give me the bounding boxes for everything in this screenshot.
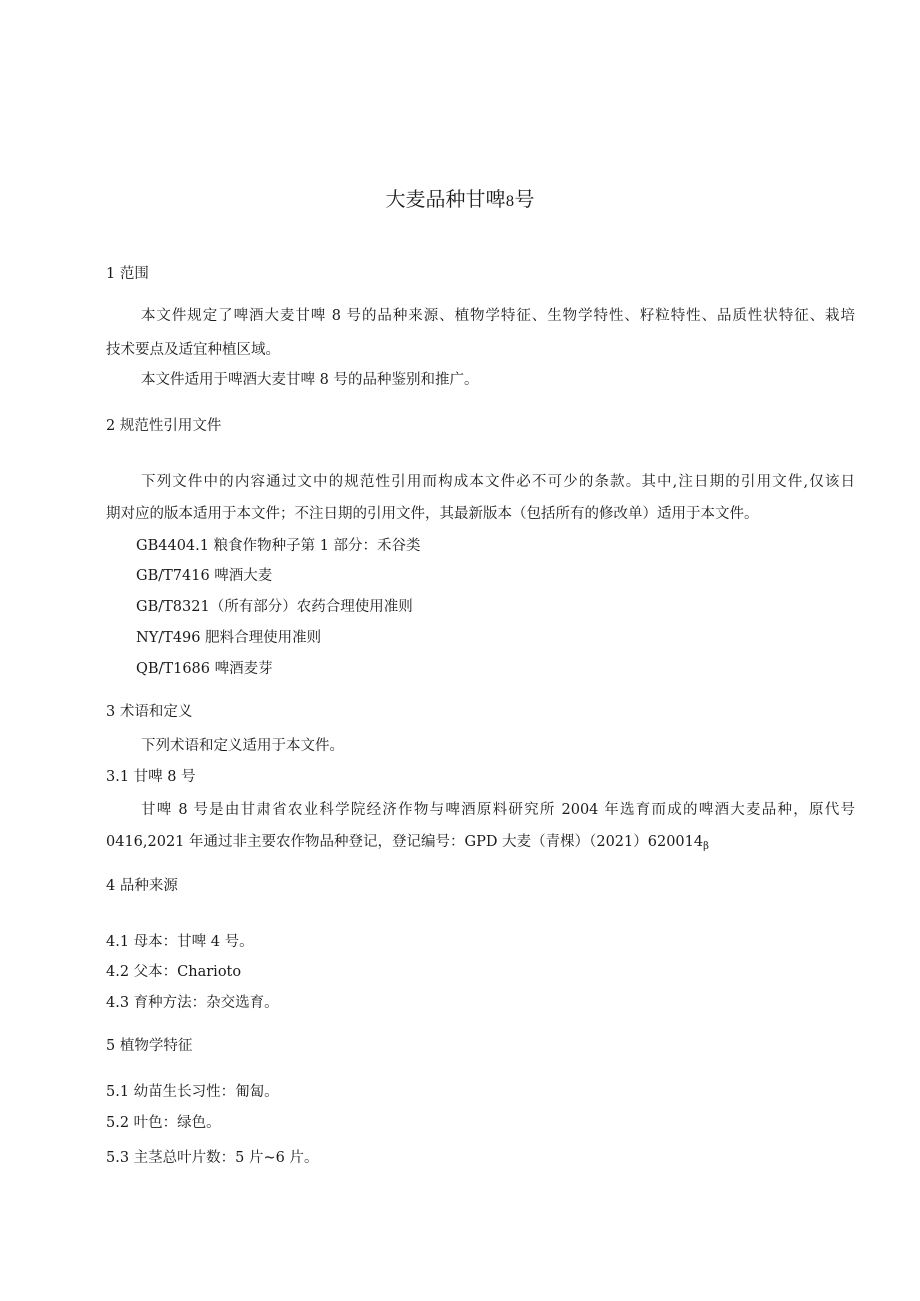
reference-item: NY/T496 肥料合理使用准则 [136,630,322,646]
section-4-heading: 4 品种来源 [106,878,178,894]
definition-line-2-text: 0416,2021 年通过非主要农作物品种登记，登记编号：GPD 大麦（青棵）（2021）620014 [106,834,704,850]
title-tail: 号 [514,187,535,211]
section-1-para-1-line-2: 技术要点及适宜种植区域。 [106,342,280,358]
section-3-1-definition-line-2 [106,832,709,857]
section-2-para-line-2: 期对应的版本适用于本文件；不注日期的引用文件，其最新版本（包括所有的修改单）适用于本文件。 [106,506,759,522]
title-main: 大麦品种甘啤 [385,187,506,211]
section-3-para: 下列术语和定义适用于本文件。 [141,738,344,754]
list-item: 5.2 叶色：绿色。 [106,1115,221,1131]
definition-trailing-mark: β [703,841,709,852]
reference-item: GB/T8321（所有部分）农药合理使用准则 [136,599,413,615]
reference-item: GB4404.1 粮食作物种子第 1 部分：禾谷类 [136,538,421,554]
reference-item: GB/T7416 啤酒大麦 [136,568,273,584]
section-1-heading: 1 范围 [106,266,149,282]
list-item: 5.1 幼苗生长习性：匍匐。 [106,1084,279,1100]
section-3-1-heading: 3.1 甘啤 8 号 [106,769,196,785]
section-1-para-2: 本文件适用于啤酒大麦甘啤 8 号的品种鉴别和推广。 [141,372,479,388]
list-item: 5.3 主茎总叶片数：5 片~6 片。 [106,1150,319,1166]
list-item: 4.2 父本：Charioto [106,964,242,980]
section-2-heading: 2 规范性引用文件 [106,418,222,434]
document-title [0,186,920,215]
section-5-heading: 5 植物学特征 [106,1038,193,1054]
section-1-para-1-line-1: 本文件规定了啤酒大麦甘啤 8 号的品种来源、植物学特征、生物学特性、籽粒特性、品质性状特征、栽培 [141,308,855,324]
reference-item: QB/T1686 啤酒麦芽 [136,661,273,677]
section-3-heading: 3 术语和定义 [106,704,193,720]
list-item: 4.1 母本：甘啤 4 号。 [106,934,254,950]
section-2-para-line-1: 下列文件中的内容通过文中的规范性引用而构成本文件必不可少的条款。其中,注日期的引用文件,仅该日 [141,474,855,490]
section-3-1-definition-line-1: 甘啤 8 号是由甘肃省农业科学院经济作物与啤酒原料研究所 2004 年选育而成的啤酒大麦品种，原代号 [141,802,855,818]
title-number: 8 [505,194,515,210]
list-item: 4.3 育种方法：杂交选育。 [106,995,279,1011]
